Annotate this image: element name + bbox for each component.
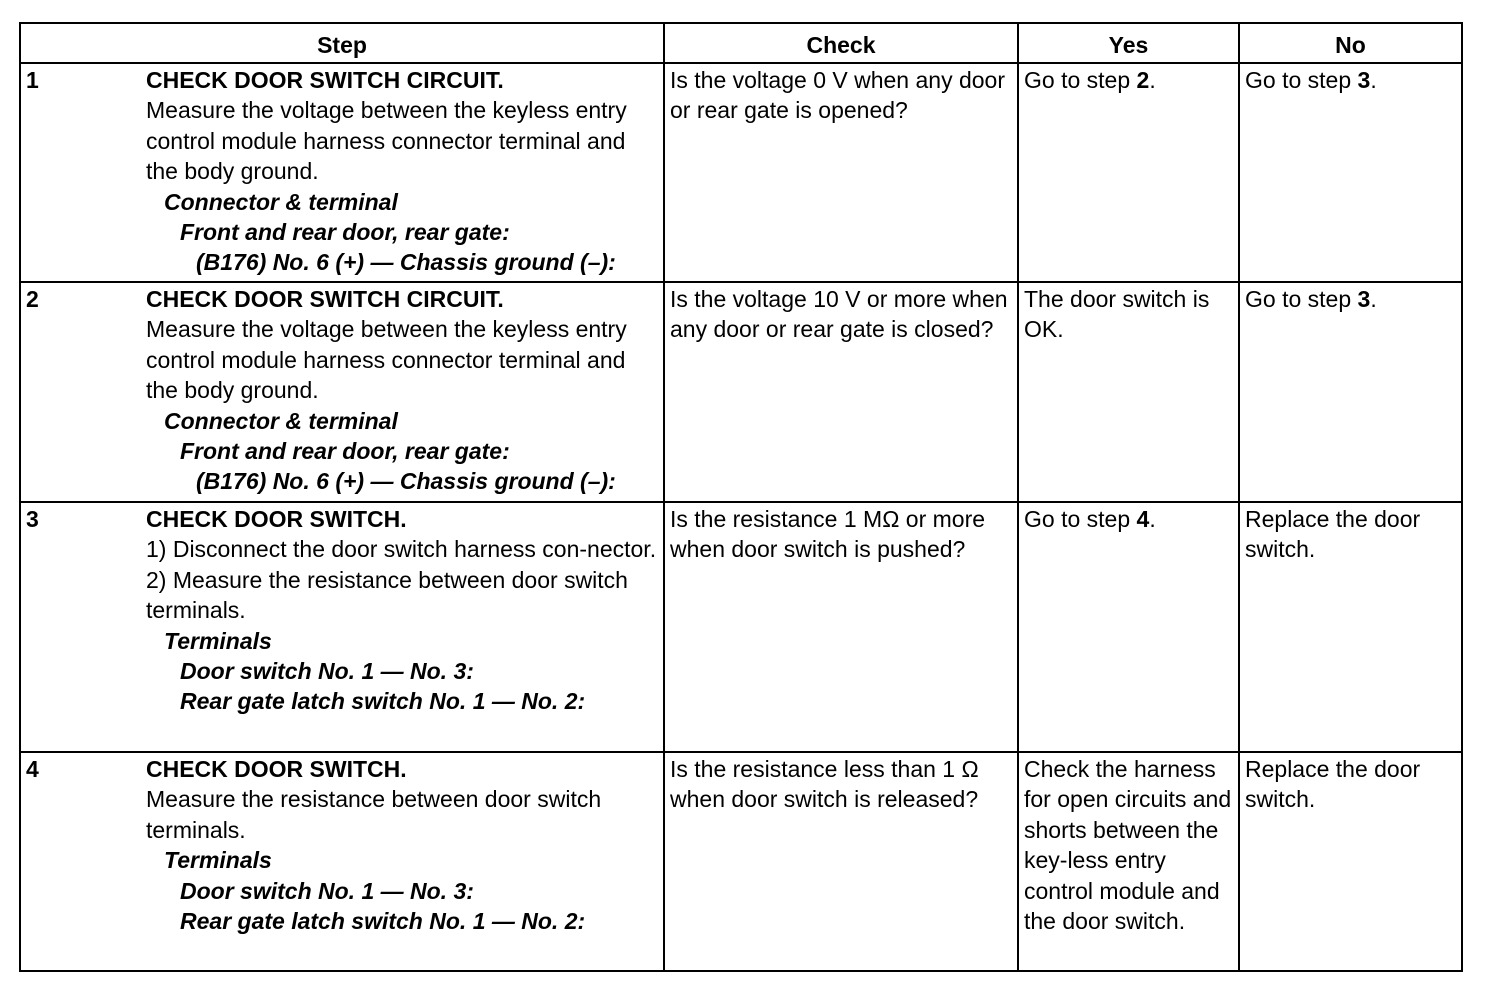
spec-value: (B176) No. 6 (+) — Chassis ground (–): [196, 468, 616, 495]
no-prefix: Go to step [1245, 67, 1358, 93]
check-cell: Is the voltage 10 V or more when any door or rear gate is closed? [664, 282, 1018, 502]
no-step-ref: 3 [1357, 67, 1371, 93]
header-row [20, 23, 1462, 63]
step-item-1: 1) Disconnect the door switch harness con-nector. [146, 536, 657, 563]
yes-suffix: . [1149, 506, 1156, 532]
yes-step-ref: 4 [1136, 506, 1150, 532]
spec-line-rear-gate: Rear gate latch switch No. 1 — No. 2: [180, 688, 586, 715]
no-cell [1239, 63, 1462, 282]
step-title: CHECK DOOR SWITCH. [146, 506, 407, 532]
table-row [20, 752, 1462, 971]
step-cell [20, 502, 664, 752]
yes-prefix: Go to step [1024, 506, 1137, 532]
yes-cell: The door switch is OK. [1018, 282, 1239, 502]
spec-line-door-switch: Door switch No. 1 — No. 3: [180, 877, 474, 904]
step-number: 2 [26, 286, 39, 312]
yes-cell: Check the harness for open circuits and shorts between the key-less entry control module and the door switch. [1018, 752, 1239, 971]
yes-step-ref: 2 [1136, 67, 1150, 93]
step-cell [20, 63, 664, 282]
table-row [20, 63, 1462, 282]
no-suffix: . [1370, 67, 1377, 93]
spec-line-door-switch: Door switch No. 1 — No. 3: [180, 658, 474, 685]
header-yes: Yes [1018, 23, 1239, 63]
step-number: 1 [26, 67, 39, 93]
no-cell: Replace the door switch. [1239, 752, 1462, 971]
yes-cell [1018, 502, 1239, 752]
step-cell [20, 282, 664, 502]
header-check: Check [664, 23, 1018, 63]
step-title: CHECK DOOR SWITCH. [146, 756, 407, 782]
header-step: Step [20, 23, 664, 63]
step-number: 3 [26, 506, 39, 532]
yes-cell [1018, 63, 1239, 282]
spec-heading: Connector & terminal [164, 188, 398, 215]
step-instruction: Measure the resistance between door switch terminals. [146, 786, 602, 843]
step-instruction: Measure the voltage between the keyless entry control module harness connector terminal and the body ground. [146, 97, 627, 185]
yes-prefix: Go to step [1024, 67, 1137, 93]
step-title: CHECK DOOR SWITCH CIRCUIT. [146, 286, 504, 312]
no-suffix: . [1370, 286, 1377, 312]
header-no: No [1239, 23, 1462, 63]
check-cell: Is the voltage 0 V when any door or rear gate is opened? [664, 63, 1018, 282]
spec-subheading: Front and rear door, rear gate: [180, 219, 510, 246]
step-cell [20, 752, 664, 971]
no-step-ref: 3 [1357, 286, 1371, 312]
spec-heading: Terminals [164, 847, 272, 874]
check-cell: Is the resistance 1 MΩ or more when door switch is pushed? [664, 502, 1018, 752]
table-row [20, 502, 1462, 752]
spec-line-rear-gate: Rear gate latch switch No. 1 — No. 2: [180, 908, 586, 935]
spec-value: (B176) No. 6 (+) — Chassis ground (–): [196, 249, 616, 276]
spec-subheading: Front and rear door, rear gate: [180, 438, 510, 465]
diagnostic-procedure-table [19, 22, 1463, 972]
step-instruction: Measure the voltage between the keyless entry control module harness connector terminal and the body ground. [146, 316, 627, 404]
no-cell: Replace the door switch. [1239, 502, 1462, 752]
step-title: CHECK DOOR SWITCH CIRCUIT. [146, 67, 504, 93]
step-number: 4 [26, 756, 39, 782]
spec-heading: Terminals [164, 627, 272, 654]
spec-heading: Connector & terminal [164, 407, 398, 434]
no-prefix: Go to step [1245, 286, 1358, 312]
table-row [20, 282, 1462, 502]
yes-suffix: . [1149, 67, 1156, 93]
step-item-2: 2) Measure the resistance between door switch terminals. [146, 566, 628, 624]
no-cell [1239, 282, 1462, 502]
check-cell: Is the resistance less than 1 Ω when door switch is released? [664, 752, 1018, 971]
